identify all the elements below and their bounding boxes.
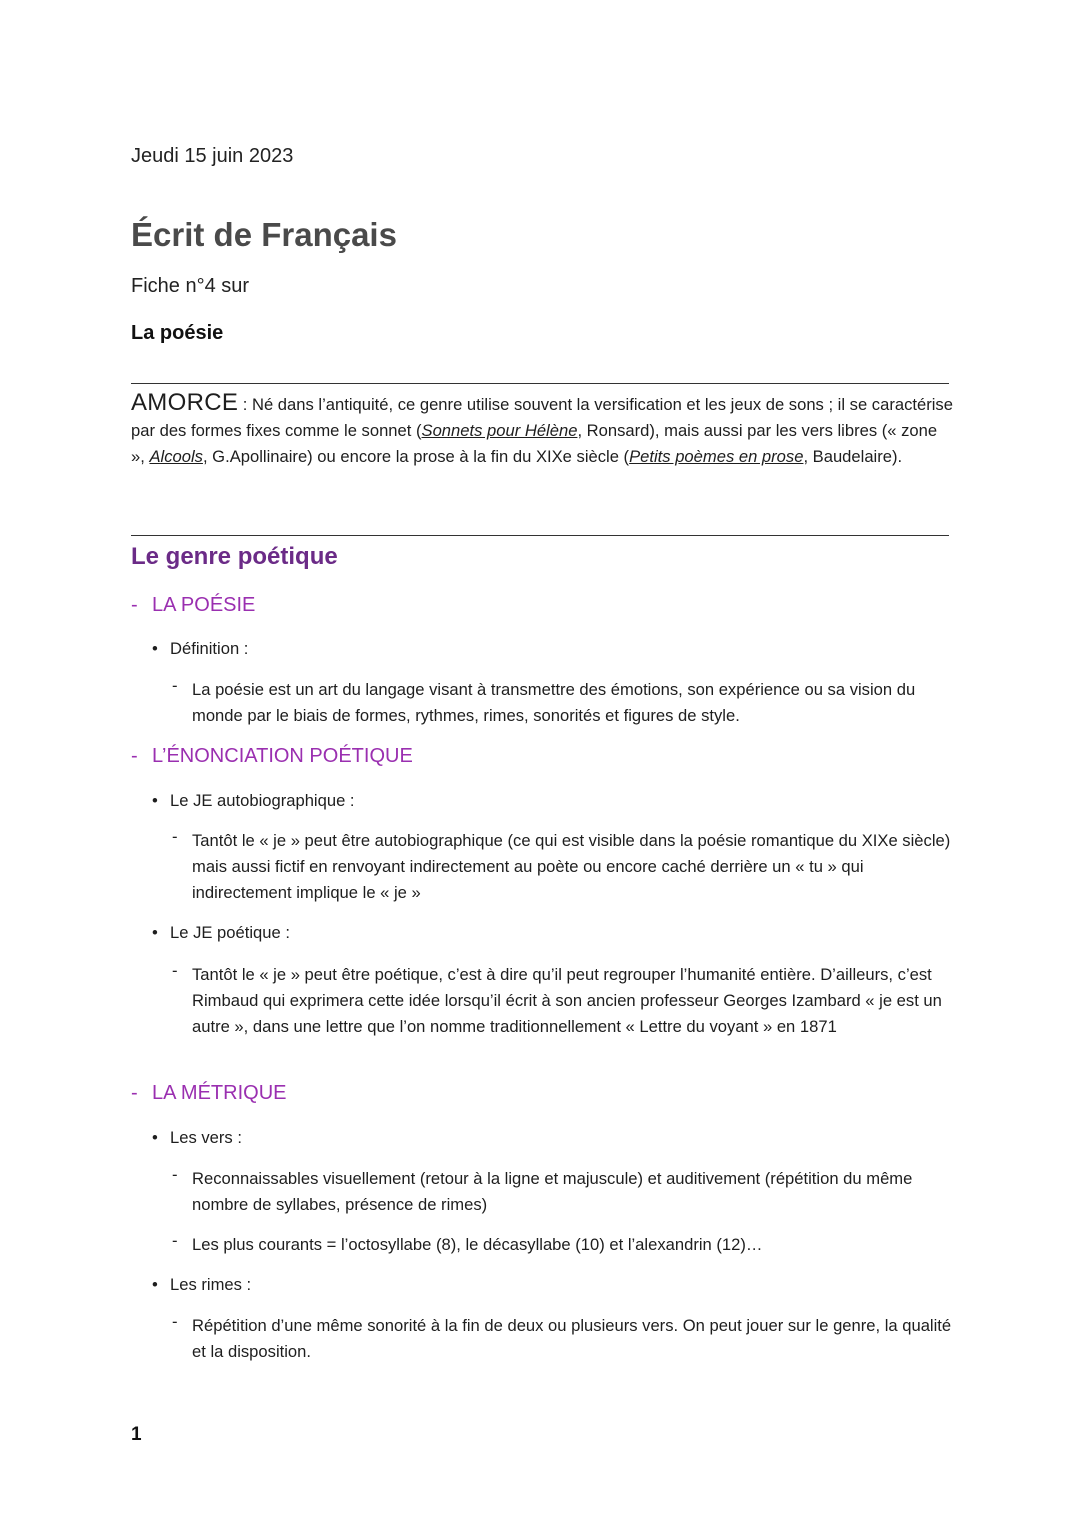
list-item: - Tantôt le « je » peut être autobiographique (ce qui est visible dans la poésie romantique du XIXe siècle) mais aussi fictif en renvoyant indirectement au poète ou encore caché derrière un « tu » qui indirectement implique le « je » [172, 827, 951, 902]
document-subject: La poésie [131, 322, 224, 344]
bullet-item: • Le JE poétique : [152, 923, 290, 942]
work-title: Alcools [149, 447, 203, 466]
amorce-paragraph: AMORCE : Né dans l’antiquité, ce genre utilise souvent la versification et les jeux de sons ; il se caractérise par des formes fixes comme le sonnet (Sonnets pour Hélène, Ronsard), mais aussi par les vers libres (« zone », Alcools, G.Apollinaire) ou encore la prose à la fin du XIXe siècle (Petits poèmes en prose, Baudelaire). [131, 389, 953, 466]
document-date: Jeudi 15 juin 2023 [131, 145, 294, 167]
list-item: - Les plus courants = l’octosyllabe (8), le décasyllabe (10) et l’alexandrin (12)… [172, 1231, 763, 1254]
bullet-item: • Les rimes : [152, 1275, 252, 1294]
document-subtitle: Fiche n°4 sur [131, 275, 250, 297]
subsection-heading-metrique: - LA MÉTRIQUE [131, 1082, 287, 1104]
bullet-item: • Le JE autobiographique : [152, 791, 355, 810]
list-item: - Tantôt le « je » peut être poétique, c’est à dire qu’il peut regrouper l’humanité entière. D’ailleurs, c’est Rimbaud qui exprimera cette idée lorsqu’il écrit à son ancien professeur Georges Izambard « je est un autre », dans une lettre que l’on nomme traditionnellement « Lettre du voyant » en 1871 [172, 961, 942, 1036]
page-number: 1 [131, 1424, 142, 1445]
bullet-item: • Les vers : [152, 1128, 242, 1147]
divider-top [131, 383, 949, 384]
list-item: - Répétition d’une même sonorité à la fin de deux ou plusieurs vers. On peut jouer sur le genre, la qualité et la disposition. [172, 1312, 952, 1361]
work-title: Petits poèmes en prose [629, 447, 804, 466]
amorce-label: AMORCE [131, 389, 239, 416]
document-title: Écrit de Français [131, 216, 397, 253]
section-heading: Le genre poétique [131, 543, 338, 570]
subsection-heading-poesie: - LA POÉSIE [131, 594, 256, 616]
subsection-heading-enonciation: - L’ÉNONCIATION POÉTIQUE [131, 745, 413, 767]
list-item: - Reconnaissables visuellement (retour à la ligne et majuscule) et auditivement (répétition du même nombre de syllabes, présence de rimes) [172, 1165, 913, 1214]
work-title: Sonnets pour Hélène [421, 421, 578, 440]
divider-bottom [131, 535, 949, 536]
bullet-item: • Définition : [152, 639, 249, 658]
list-item: - La poésie est un art du langage visant à transmettre des émotions, son expérience ou sa vision du monde par le biais de formes, rythmes, rimes, sonorités et figures de style. [172, 676, 916, 725]
